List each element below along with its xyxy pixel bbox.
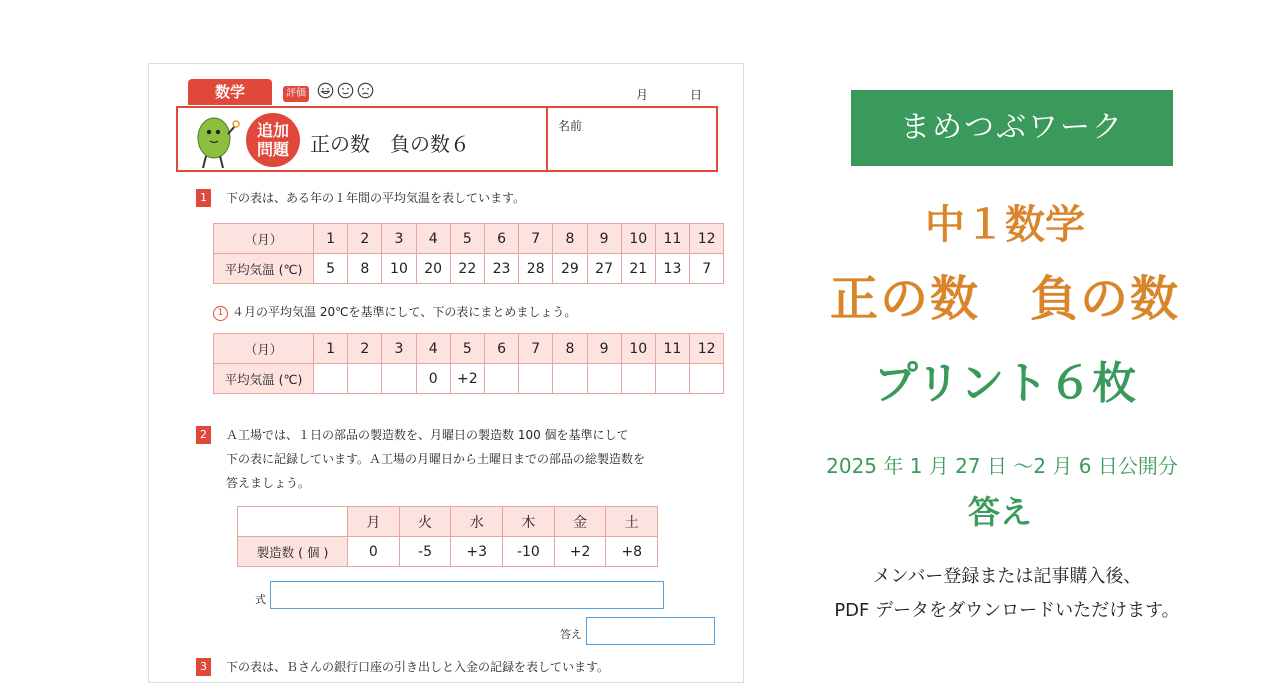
note-line-2: PDF データをダウンロードいただけます。 [834,600,1180,621]
table-value-cell: -10 [503,537,555,567]
formula-label: 式 [255,593,266,606]
sub-question-1 [213,300,576,324]
grade-title: 中１数学 [925,202,1085,248]
table-value-cell [690,364,724,394]
extra-problem-badge [246,113,300,167]
question-3-text: 下の表は、Ｂさんの銀行口座の引き出しと入金の記録を表しています。 [226,660,610,674]
table-value-cell [655,364,689,394]
extra-badge-line1: 追加 [256,121,289,140]
subject-tab: 数学 [188,79,272,105]
table-value-cell: 23 [484,254,518,284]
answer-input[interactable] [586,617,715,645]
table-value-cell: 27 [587,254,621,284]
table-header-cell: 1 [314,224,348,254]
extra-badge-line2: 問題 [256,140,289,159]
table-header-cell: 1 [314,334,348,364]
question-number-1: 1 [196,189,211,207]
table-header-cell: 水 [451,507,503,537]
table-header-cell: 5 [450,334,484,364]
table-value-cell: 0 [416,364,450,394]
table-header-cell: 7 [519,334,553,364]
question-number-3: 3 [196,658,211,676]
lesson-title: 正の数 負の数６ [310,132,470,156]
note-line-1: メンバー登録または記事購入後、 [872,566,1142,587]
table-header-cell: 11 [655,224,689,254]
brand-banner: まめつぶワーク [851,90,1173,166]
table-value-cell: 29 [553,254,587,284]
name-label: 名前 [558,119,583,133]
table-header-cell: 3 [382,334,416,364]
table-header-cell: 木 [503,507,555,537]
table-header-cell: 12 [690,224,724,254]
smile-face-icon[interactable] [317,82,334,99]
table-header-cell: 2 [348,334,382,364]
table-value-cell [314,364,348,394]
table-header-cell: 9 [587,224,621,254]
table-header-cell: 6 [484,334,518,364]
formula-input[interactable] [270,581,664,609]
production-table [237,506,658,567]
answer-label: 答え [560,628,582,641]
evaluation-label: 評価 [283,86,309,102]
table-header-cell: 8 [553,334,587,364]
table-value-cell [621,364,655,394]
table-value-cell [587,364,621,394]
table-value-cell: 8 [348,254,382,284]
question-2-line3: 答えましょう。 [226,476,311,490]
table-value-cell: 7 [690,254,724,284]
table-value-cell: 13 [655,254,689,284]
day-label: 日 [690,88,703,102]
answer-heading: 答え [967,493,1032,531]
bean-mascot-icon [192,112,240,172]
table-value-cell [553,364,587,394]
table-header-label: （月） [214,224,314,254]
title-divider [546,108,548,170]
title-box [176,106,718,172]
print-count: プリント６枚 [873,358,1137,409]
table-value-cell: 21 [621,254,655,284]
table-value-cell: +2 [450,364,484,394]
table-value-cell: 20 [416,254,450,284]
table-value-cell: 0 [348,537,400,567]
table-header-cell: 10 [621,224,655,254]
table-header-cell: 2 [348,224,382,254]
table-value-cell: +8 [606,537,658,567]
table-header-cell: 10 [621,334,655,364]
sub-question-1-text: ４月の平均気温 20℃を基準にして、下の表にまとめましょう。 [232,305,577,319]
table-value-cell: 5 [314,254,348,284]
table-header-label: （月） [214,334,314,364]
neutral-face-icon[interactable] [337,82,354,99]
table-value-cell [348,364,382,394]
topic-title: 正の数 負の数 [829,271,1180,327]
table-header-cell: 11 [655,334,689,364]
table-header-cell: 月 [348,507,400,537]
table-corner-cell [238,507,348,537]
sad-face-icon[interactable] [357,82,374,99]
table-header-cell: 4 [416,334,450,364]
table-row-label: 製造数 ( 個 ) [238,537,348,567]
table-value-cell: +2 [554,537,606,567]
table-header-cell: 8 [553,224,587,254]
table-header-cell: 5 [450,224,484,254]
table-value-cell: -5 [399,537,451,567]
table-value-cell [382,364,416,394]
table-row-label: 平均気温 (℃) [214,254,314,284]
question-2-line1: Ａ工場では、１日の部品の製造数を、月曜日の製造数 100 個を基準にして [226,428,629,442]
table-value-cell [519,364,553,394]
table-header-cell: 火 [399,507,451,537]
table-header-cell: 6 [484,224,518,254]
month-label: 月 [636,88,649,102]
question-1-text: 下の表は、ある年の１年間の平均気温を表しています。 [226,191,526,205]
table-value-cell: 28 [519,254,553,284]
table-header-cell: 12 [690,334,724,364]
temperature-diff-table [213,333,724,394]
question-2-text [226,423,645,495]
question-number-2: 2 [196,426,211,444]
table-header-cell: 9 [587,334,621,364]
table-value-cell [484,364,518,394]
table-value-cell: 22 [450,254,484,284]
table-value-cell: 10 [382,254,416,284]
evaluation-faces [317,82,374,99]
temperature-table [213,223,724,284]
table-header-cell: 4 [416,224,450,254]
table-value-cell: +3 [451,537,503,567]
table-header-cell: 3 [382,224,416,254]
table-header-cell: 金 [554,507,606,537]
sub-question-number: 1 [213,306,228,321]
publish-period: 2025 年 1 月 27 日 ～2 月 6 日公開分 [826,454,1178,478]
table-header-cell: 土 [606,507,658,537]
question-2-line2: 下の表に記録しています。Ａ工場の月曜日から土曜日までの部品の総製造数を [226,452,646,466]
worksheet-page [148,63,744,683]
table-row-label: 平均気温 (℃) [214,364,314,394]
table-header-cell: 7 [519,224,553,254]
